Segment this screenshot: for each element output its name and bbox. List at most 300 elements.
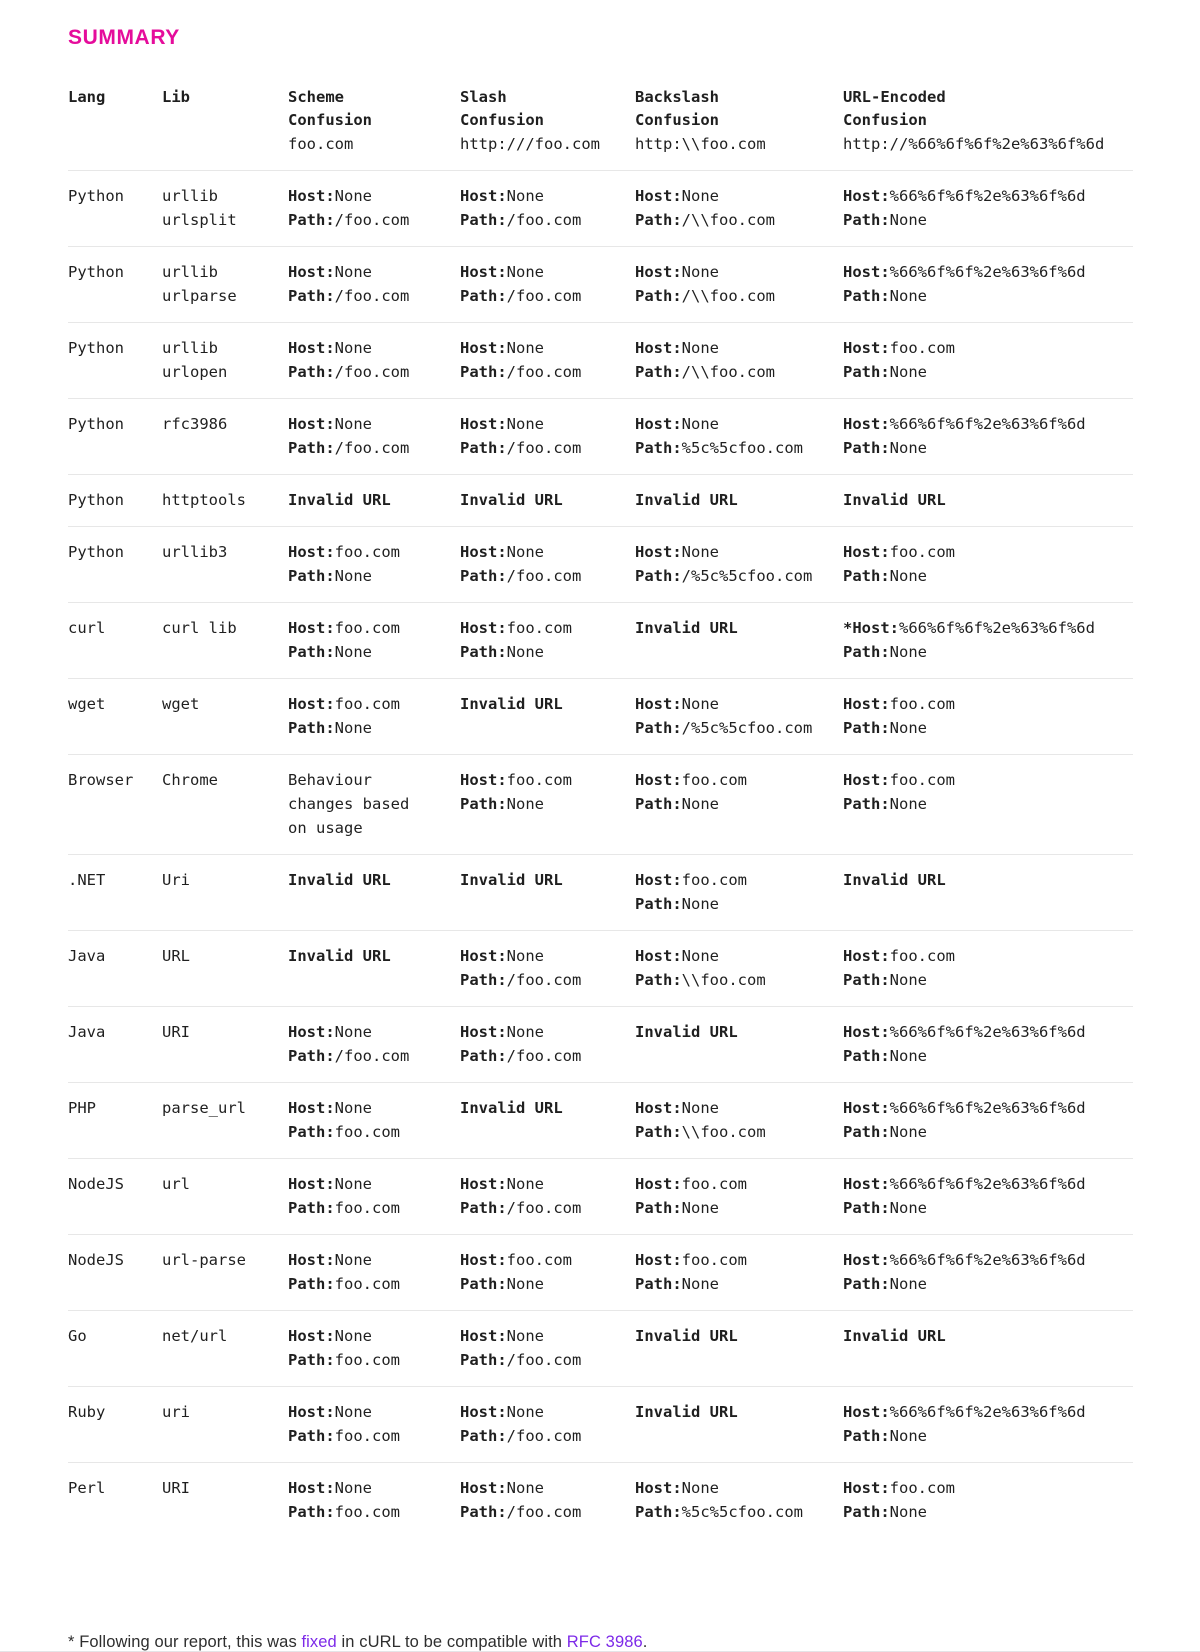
summary-table	[68, 86, 1133, 1538]
host-label: Host:	[288, 1251, 335, 1269]
host-value: None	[681, 415, 719, 433]
path-line	[288, 1424, 454, 1448]
lib-label: parse_url	[162, 1099, 246, 1117]
column-header-label: Confusion	[460, 111, 544, 129]
path-label: Path:	[635, 439, 682, 457]
path-line	[288, 360, 454, 384]
lib-label: wget	[162, 695, 200, 713]
footnote-link[interactable]: RFC 3986	[566, 1633, 643, 1651]
path-value: /foo.com	[506, 971, 582, 989]
cell-lib	[162, 1463, 288, 1539]
path-label: Path:	[843, 1047, 890, 1065]
path-value: /\\foo.com	[681, 211, 775, 229]
host-label: Host:	[460, 543, 507, 561]
host-value: foo.com	[889, 695, 955, 713]
path-line	[460, 968, 629, 992]
lang-label: PHP	[68, 1099, 96, 1117]
cell-backslash	[635, 1159, 843, 1235]
host-label: Host:	[635, 695, 682, 713]
cell-lib	[162, 855, 288, 931]
host-label: Host:	[288, 1175, 335, 1193]
cell-url-encoded	[843, 247, 1133, 323]
host-value: None	[334, 1403, 372, 1421]
path-line	[460, 564, 629, 588]
host-value: None	[506, 1175, 544, 1193]
path-value: /foo.com	[506, 287, 582, 305]
path-value: None	[681, 795, 719, 813]
invalid-url-label: Invalid URL	[460, 491, 563, 509]
lib-label: urllib3	[162, 543, 228, 561]
cell-scheme	[288, 1235, 460, 1311]
host-label: Host:	[460, 1327, 507, 1345]
path-line	[288, 1196, 454, 1220]
path-line	[460, 1424, 629, 1448]
host-value: %66%6f%6f%2e%63%6f%6d	[889, 263, 1086, 281]
invalid-url-label: Invalid URL	[843, 1327, 946, 1345]
lang-label: Python	[68, 543, 124, 561]
host-label: Host:	[460, 619, 507, 637]
path-label: Path:	[288, 1503, 335, 1521]
cell-lib	[162, 1235, 288, 1311]
cell-lang	[68, 603, 162, 679]
invalid-url-label: Invalid URL	[843, 491, 946, 509]
path-value: None	[889, 1275, 927, 1293]
path-value: /foo.com	[506, 211, 582, 229]
path-line	[635, 284, 837, 308]
lib-label: URL	[162, 947, 190, 965]
cell-scheme	[288, 755, 460, 855]
host-line	[288, 184, 454, 208]
lib-label: urlparse	[162, 287, 237, 305]
path-line	[843, 208, 1127, 232]
path-value: None	[506, 643, 544, 661]
path-label: Path:	[843, 1503, 890, 1521]
path-value: None	[889, 795, 927, 813]
host-label: Host:	[843, 415, 890, 433]
host-value: foo.com	[889, 771, 955, 789]
path-line	[635, 564, 837, 588]
host-value: None	[506, 187, 544, 205]
host-value: None	[506, 263, 544, 281]
host-value: %66%6f%6f%2e%63%6f%6d	[889, 415, 1086, 433]
host-value: None	[334, 1175, 372, 1193]
path-line	[460, 792, 629, 816]
host-value: None	[681, 187, 719, 205]
path-label: Path:	[843, 971, 890, 989]
host-line	[460, 184, 629, 208]
path-label: Path:	[288, 1351, 335, 1369]
lib-label: urlopen	[162, 363, 228, 381]
lang-label: Java	[68, 947, 106, 965]
path-value: None	[889, 1047, 927, 1065]
cell-slash	[460, 1159, 635, 1235]
column-header-lib	[162, 86, 288, 171]
cell-scheme	[288, 1387, 460, 1463]
column-header-backslash	[635, 86, 843, 171]
cell-lib	[162, 1387, 288, 1463]
path-value: None	[889, 287, 927, 305]
cell-slash	[460, 475, 635, 527]
path-value: foo.com	[334, 1503, 400, 1521]
column-sample-url: http:\\foo.com	[635, 135, 766, 153]
cell-slash	[460, 1083, 635, 1159]
path-value: %5c%5cfoo.com	[681, 1503, 803, 1521]
table-row	[68, 755, 1133, 855]
cell-lib	[162, 323, 288, 399]
lang-label: wget	[68, 695, 106, 713]
path-label: Path:	[843, 211, 890, 229]
lang-label: Ruby	[68, 1403, 106, 1421]
host-label: Host:	[460, 1251, 507, 1269]
path-label: Path:	[635, 895, 682, 913]
cell-slash	[460, 603, 635, 679]
cell-lang	[68, 1159, 162, 1235]
path-line	[635, 968, 837, 992]
cell-backslash	[635, 475, 843, 527]
host-line	[843, 412, 1127, 436]
path-label: Path:	[635, 1199, 682, 1217]
host-label: Host:	[843, 1023, 890, 1041]
lib-label: url	[162, 1175, 190, 1193]
cell-slash	[460, 527, 635, 603]
path-value: /foo.com	[506, 1427, 582, 1445]
host-line	[288, 260, 454, 284]
host-line	[635, 768, 837, 792]
cell-url-encoded	[843, 755, 1133, 855]
host-value: None	[681, 339, 719, 357]
path-value: None	[889, 567, 927, 585]
cell-scheme	[288, 247, 460, 323]
cell-backslash	[635, 603, 843, 679]
table-row	[68, 1235, 1133, 1311]
cell-lang	[68, 755, 162, 855]
host-value: foo.com	[334, 695, 400, 713]
table-row	[68, 1083, 1133, 1159]
path-line	[843, 968, 1127, 992]
host-line	[635, 1248, 837, 1272]
host-line	[288, 1324, 454, 1348]
table-row	[68, 475, 1133, 527]
path-value: /foo.com	[506, 567, 582, 585]
path-value: /%5c%5cfoo.com	[681, 719, 813, 737]
cell-backslash	[635, 855, 843, 931]
host-label: Host:	[288, 1479, 335, 1497]
path-line	[843, 1500, 1127, 1524]
path-line	[460, 208, 629, 232]
cell-scheme	[288, 1159, 460, 1235]
lang-label: Java	[68, 1023, 106, 1041]
table-row	[68, 1311, 1133, 1387]
path-line	[288, 208, 454, 232]
behaviour-note: changes based	[288, 795, 410, 813]
cell-scheme	[288, 1463, 460, 1539]
path-label: Path:	[460, 567, 507, 585]
path-line	[843, 716, 1127, 740]
host-value: None	[334, 1251, 372, 1269]
host-value: None	[334, 1099, 372, 1117]
cell-scheme	[288, 603, 460, 679]
column-header-label: Confusion	[288, 111, 372, 129]
host-line	[843, 768, 1127, 792]
cell-backslash	[635, 399, 843, 475]
host-label: Host:	[843, 1099, 890, 1117]
cell-lang	[68, 1235, 162, 1311]
path-label: Path:	[288, 1199, 335, 1217]
path-value: foo.com	[334, 1123, 400, 1141]
cell-url-encoded	[843, 399, 1133, 475]
table-row	[68, 1159, 1133, 1235]
path-label: Path:	[460, 1503, 507, 1521]
lib-label: Chrome	[162, 771, 218, 789]
column-header-slash	[460, 86, 635, 171]
path-line	[460, 284, 629, 308]
path-line	[843, 792, 1127, 816]
path-value: foo.com	[334, 1199, 400, 1217]
footnote-text: in cURL to be compatible with	[336, 1633, 567, 1651]
host-label: Host:	[460, 187, 507, 205]
host-value: None	[681, 695, 719, 713]
path-line	[288, 436, 454, 460]
host-line	[288, 692, 454, 716]
behaviour-note: on usage	[288, 819, 363, 837]
host-value: None	[681, 263, 719, 281]
column-header-label: URL-Encoded	[843, 88, 946, 106]
lib-label: URI	[162, 1479, 190, 1497]
cell-lib	[162, 475, 288, 527]
cell-lang	[68, 527, 162, 603]
cell-url-encoded	[843, 1083, 1133, 1159]
cell-scheme	[288, 679, 460, 755]
host-label: *Host:	[843, 619, 899, 637]
path-label: Path:	[635, 1503, 682, 1521]
host-line	[843, 1476, 1127, 1500]
path-value: None	[681, 895, 719, 913]
host-label: Host:	[288, 1099, 335, 1117]
cell-url-encoded	[843, 1007, 1133, 1083]
path-label: Path:	[460, 643, 507, 661]
cell-lib	[162, 1159, 288, 1235]
host-line	[460, 1400, 629, 1424]
path-line	[635, 1120, 837, 1144]
invalid-url-label: Invalid URL	[635, 619, 738, 637]
host-line	[635, 412, 837, 436]
path-value: None	[681, 1275, 719, 1293]
path-value: None	[334, 643, 372, 661]
footnote	[68, 1633, 1133, 1652]
host-line	[635, 540, 837, 564]
cell-lib	[162, 679, 288, 755]
host-line	[288, 412, 454, 436]
path-value: /foo.com	[506, 363, 582, 381]
path-label: Path:	[635, 971, 682, 989]
host-line	[843, 336, 1127, 360]
invalid-url-label: Invalid URL	[460, 1099, 563, 1117]
table-row	[68, 171, 1133, 247]
path-line	[288, 1120, 454, 1144]
host-line	[843, 692, 1127, 716]
host-line	[288, 1400, 454, 1424]
host-value: None	[334, 339, 372, 357]
column-header-label: Backslash	[635, 88, 719, 106]
path-label: Path:	[460, 439, 507, 457]
host-label: Host:	[460, 1023, 507, 1041]
cell-scheme	[288, 1083, 460, 1159]
host-value: None	[681, 947, 719, 965]
path-line	[635, 1272, 837, 1296]
column-sample-url: http://%66%6f%6f%2e%63%6f%6d	[843, 135, 1105, 153]
host-value: foo.com	[681, 1175, 747, 1193]
cell-url-encoded	[843, 1311, 1133, 1387]
cell-lang	[68, 1463, 162, 1539]
host-value: foo.com	[334, 543, 400, 561]
host-label: Host:	[843, 695, 890, 713]
path-line	[288, 640, 454, 664]
cell-url-encoded	[843, 1235, 1133, 1311]
column-header-scheme	[288, 86, 460, 171]
host-value: %66%6f%6f%2e%63%6f%6d	[889, 187, 1086, 205]
host-line	[843, 1096, 1127, 1120]
path-label: Path:	[843, 1123, 890, 1141]
host-line	[843, 944, 1127, 968]
host-label: Host:	[288, 619, 335, 637]
cell-backslash	[635, 755, 843, 855]
cell-lang	[68, 399, 162, 475]
cell-lib	[162, 1007, 288, 1083]
lang-label: Python	[68, 187, 124, 205]
path-value: %5c%5cfoo.com	[681, 439, 803, 457]
lib-label: urllib	[162, 187, 218, 205]
path-label: Path:	[843, 1427, 890, 1445]
table-header	[68, 86, 1133, 171]
path-value: foo.com	[334, 1427, 400, 1445]
cell-slash	[460, 1311, 635, 1387]
host-label: Host:	[843, 771, 890, 789]
host-value: foo.com	[889, 339, 955, 357]
cell-slash	[460, 931, 635, 1007]
host-label: Host:	[635, 1099, 682, 1117]
cell-lib	[162, 527, 288, 603]
path-value: /foo.com	[506, 1351, 582, 1369]
host-line	[843, 616, 1127, 640]
path-value: None	[889, 1199, 927, 1217]
host-label: Host:	[843, 263, 890, 281]
lib-label: Uri	[162, 871, 190, 889]
host-label: Host:	[843, 339, 890, 357]
cell-backslash	[635, 171, 843, 247]
cell-url-encoded	[843, 323, 1133, 399]
host-line	[288, 540, 454, 564]
lib-label: urlsplit	[162, 211, 237, 229]
host-label: Host:	[635, 263, 682, 281]
host-label: Host:	[843, 1175, 890, 1193]
path-line	[460, 1272, 629, 1296]
host-line	[843, 1020, 1127, 1044]
host-line	[288, 1248, 454, 1272]
cell-lang	[68, 323, 162, 399]
cell-backslash	[635, 931, 843, 1007]
column-header-label: Lang	[68, 88, 106, 106]
table-row	[68, 247, 1133, 323]
path-value: foo.com	[334, 1275, 400, 1293]
path-line	[635, 208, 837, 232]
lang-label: Python	[68, 491, 124, 509]
host-value: %66%6f%6f%2e%63%6f%6d	[899, 619, 1095, 637]
invalid-url-label: Invalid URL	[460, 695, 563, 713]
host-value: None	[681, 1099, 719, 1117]
column-header-label: Scheme	[288, 88, 344, 106]
path-value: /foo.com	[334, 1047, 410, 1065]
path-label: Path:	[288, 211, 335, 229]
cell-url-encoded	[843, 1159, 1133, 1235]
path-label: Path:	[843, 795, 890, 813]
cell-slash	[460, 171, 635, 247]
cell-backslash	[635, 1083, 843, 1159]
host-label: Host:	[635, 871, 682, 889]
table-row	[68, 399, 1133, 475]
cell-lang	[68, 475, 162, 527]
path-label: Path:	[843, 643, 890, 661]
cell-backslash	[635, 1463, 843, 1539]
host-label: Host:	[635, 187, 682, 205]
host-value: None	[506, 543, 544, 561]
path-line	[288, 1500, 454, 1524]
host-value: foo.com	[506, 1251, 572, 1269]
host-line	[635, 868, 837, 892]
host-line	[460, 336, 629, 360]
path-label: Path:	[460, 363, 507, 381]
host-line	[635, 1096, 837, 1120]
path-value: None	[334, 719, 372, 737]
footnote-link[interactable]: fixed	[301, 1633, 337, 1651]
path-value: /foo.com	[334, 439, 410, 457]
column-header-label: Confusion	[843, 111, 927, 129]
path-value: None	[889, 363, 927, 381]
cell-lib	[162, 603, 288, 679]
cell-lang	[68, 171, 162, 247]
host-line	[288, 336, 454, 360]
path-value: /foo.com	[506, 1047, 582, 1065]
path-label: Path:	[843, 567, 890, 585]
host-label: Host:	[635, 1175, 682, 1193]
table-row	[68, 679, 1133, 755]
table-row	[68, 855, 1133, 931]
lang-label: Python	[68, 415, 124, 433]
path-value: \\foo.com	[681, 1123, 766, 1141]
invalid-url-label: Invalid URL	[843, 871, 946, 889]
cell-lib	[162, 931, 288, 1007]
host-line	[460, 1324, 629, 1348]
cell-slash	[460, 399, 635, 475]
table-row	[68, 323, 1133, 399]
path-label: Path:	[843, 363, 890, 381]
cell-scheme	[288, 171, 460, 247]
lib-label: URI	[162, 1023, 190, 1041]
path-line	[460, 1196, 629, 1220]
path-label: Path:	[288, 1275, 335, 1293]
host-value: foo.com	[506, 771, 572, 789]
path-line	[843, 1424, 1127, 1448]
host-line	[843, 1248, 1127, 1272]
cell-backslash	[635, 679, 843, 755]
lib-label: httptools	[162, 491, 246, 509]
footnote-text: * Following our report, this was	[68, 1633, 302, 1651]
invalid-url-label: Invalid URL	[288, 491, 391, 509]
host-value: None	[334, 1023, 372, 1041]
path-value: None	[889, 971, 927, 989]
path-label: Path:	[843, 1275, 890, 1293]
cell-lang	[68, 679, 162, 755]
path-value: /foo.com	[334, 363, 410, 381]
